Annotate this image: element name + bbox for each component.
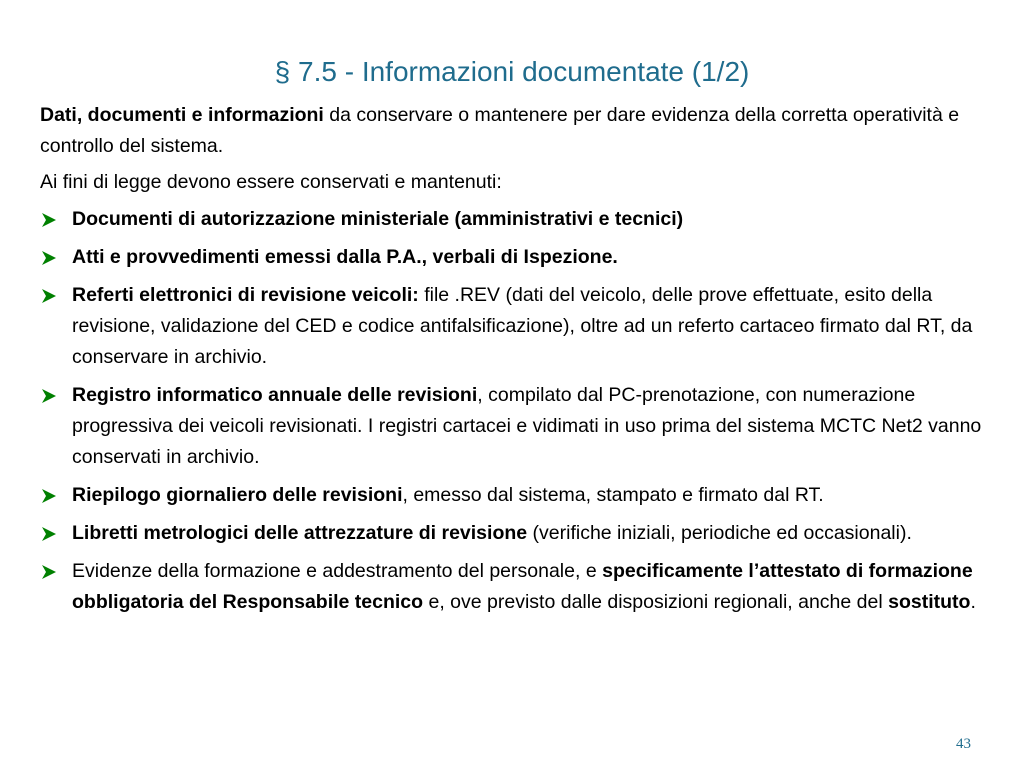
- arrow-right-bullet-icon: [41, 480, 61, 511]
- page-number: 43: [956, 736, 971, 752]
- bullet-text: , compilato dal PC-prenotazione, con numerazione progressiva dei veicoli revisionati. I registri cartacei e vidimati in uso prima del sistema MCTC Net2 vanno conservati in archivio.: [72, 384, 982, 468]
- bullet-bold-text: sostituto: [888, 591, 971, 613]
- bullet-text: Evidenze della formazione e addestramento del personale, e: [72, 560, 603, 582]
- bullet-bold-text: Atti e provvedimenti emessi dalla P.A., verbali di Ispezione.: [72, 246, 618, 268]
- bullet-item-daily-summary: [40, 480, 1000, 511]
- intro-text: da conservare o mantenere per dare evidenza della corretta operatività e controllo del sistema.: [40, 104, 960, 157]
- bullet-text: file .REV (dati del veicolo, delle prove effettuate, esito della revisione, validazione del CED e codice antifalsificazione), oltre ad un referto cartaceo firmato dal RT, da conservare in archivio.: [72, 284, 973, 368]
- arrow-right-bullet-icon: [41, 380, 61, 411]
- bullet-list: [40, 204, 1000, 618]
- intro-bold-text: Dati, documenti e informazioni: [40, 104, 324, 126]
- bullet-item-pa-acts: [40, 242, 1000, 273]
- slide-content: [40, 100, 1000, 625]
- bullet-bold-text: Registro informatico annuale delle revisioni: [72, 384, 478, 406]
- intro-paragraph: [40, 100, 1000, 162]
- bullet-text: (verifiche iniziali, periodiche ed occasionali).: [527, 522, 912, 544]
- arrow-right-bullet-icon: [41, 242, 61, 273]
- bullet-item-annual-register: [40, 380, 1000, 473]
- bullet-bold-text: Riepilogo giornaliero delle revisioni: [72, 484, 403, 506]
- slide-title: § 7.5 - Informazioni documentate (1/2): [274, 56, 750, 87]
- bullet-text: .: [970, 591, 976, 613]
- bullet-text: e, ove previsto dalle disposizioni regionali, anche del: [423, 591, 889, 613]
- bullet-item-training-evidence: [40, 556, 1000, 618]
- bullet-item-metrological-booklets: [40, 518, 1000, 549]
- bullet-item-electronic-reports: [40, 280, 1000, 373]
- bullet-item-ministerial-documents: [40, 204, 1000, 235]
- arrow-right-bullet-icon: [41, 556, 61, 587]
- arrow-right-bullet-icon: [41, 518, 61, 549]
- legal-paragraph: Ai fini di legge devono essere conservati e mantenuti:: [40, 171, 502, 193]
- bullet-bold-text: Libretti metrologici delle attrezzature di revisione: [72, 522, 528, 544]
- bullet-bold-text: specificamente l’attestato di formazione obbligatoria del Responsabile tecnico: [72, 560, 973, 613]
- bullet-text: , emesso dal sistema, stampato e firmato dal RT.: [402, 484, 824, 506]
- bullet-bold-text: Referti elettronici di revisione veicoli:: [72, 284, 419, 306]
- arrow-right-bullet-icon: [41, 280, 61, 311]
- arrow-right-bullet-icon: [41, 204, 61, 235]
- bullet-bold-text: Documenti di autorizzazione ministeriale (amministrativi e tecnici): [72, 208, 684, 230]
